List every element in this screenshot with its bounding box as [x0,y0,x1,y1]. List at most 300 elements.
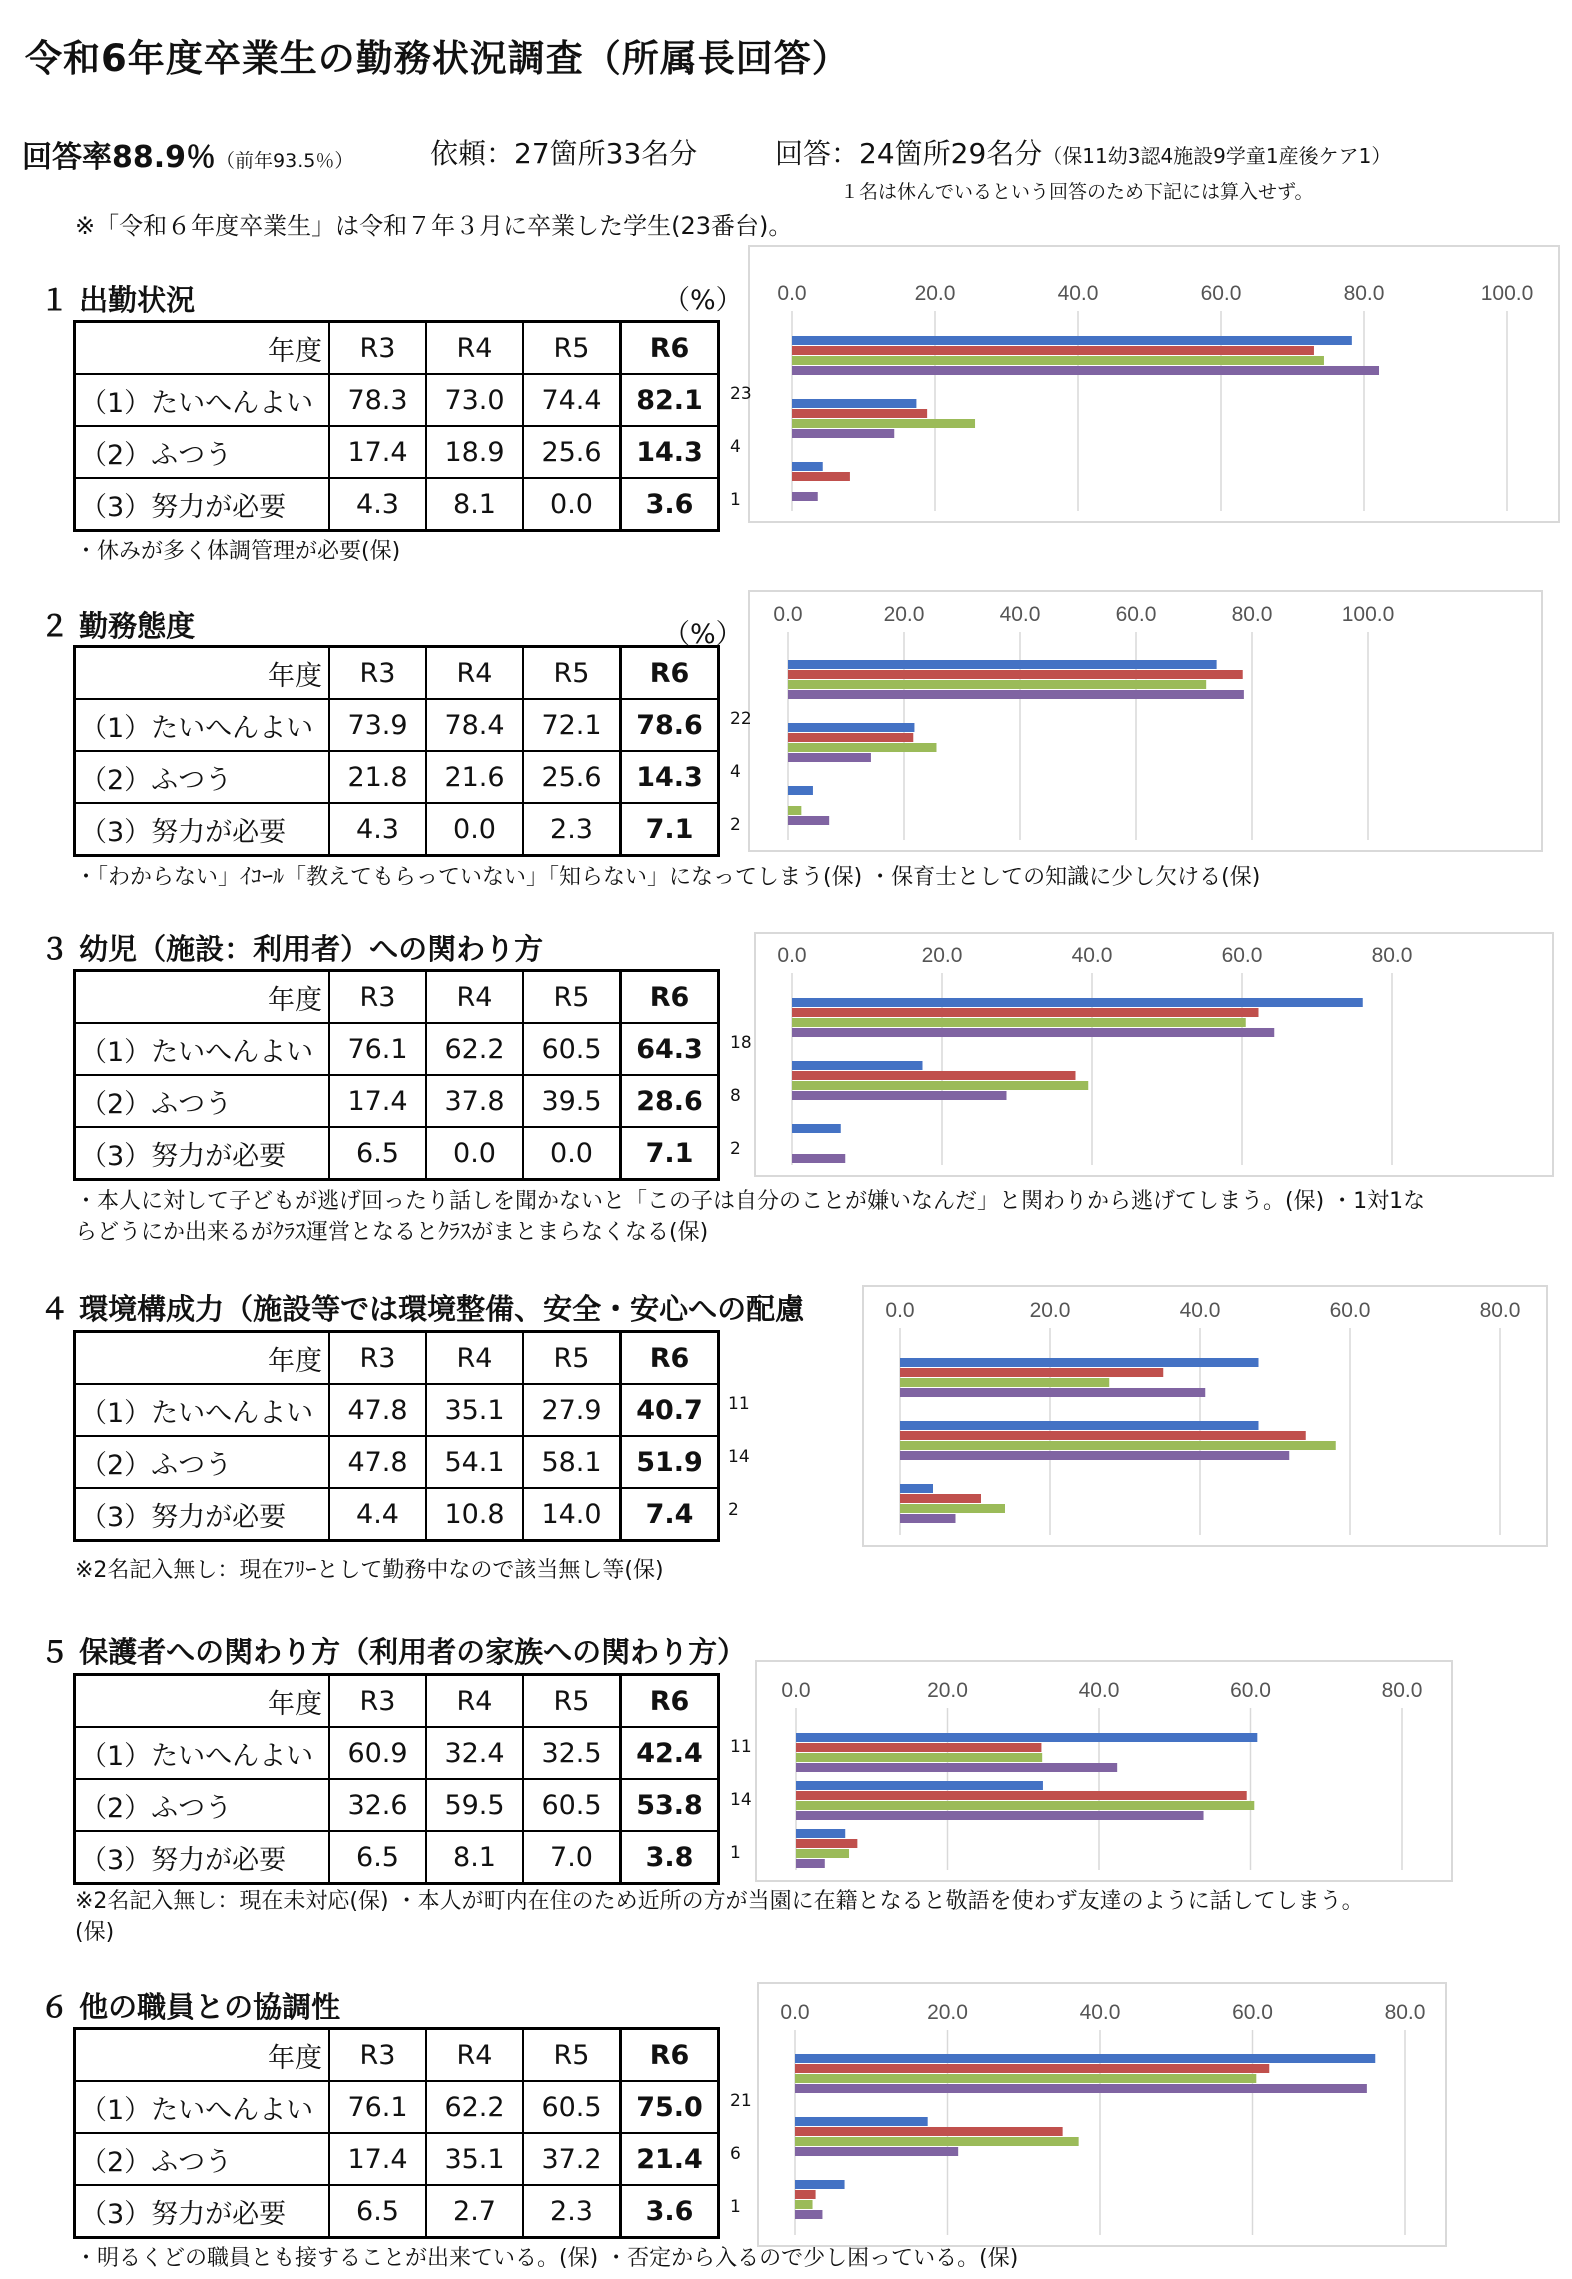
section-comment: ※2名記入無し：現在ﾌﾘｰとして勤務中なので該当無し等(保) [75,1558,664,1583]
header-r6: R6 [621,1332,719,1385]
header-year: 年度 [75,1675,330,1728]
header-r4: R4 [426,2029,523,2082]
bar-r6-cat3 [796,1859,825,1868]
cell-r4: 8.1 [426,1831,523,1884]
cell-r6: 21.4 [621,2133,719,2185]
cell-r3: 60.9 [329,1727,426,1779]
response-count: 11 [728,1394,750,1414]
bar-r5-cat1 [900,1378,1109,1387]
header-r4: R4 [426,1675,523,1728]
axis-tick-label: 0.0 [780,2001,810,2024]
cell-r4: 35.1 [426,2133,523,2185]
table-header-row [75,2029,719,2082]
axis-tick-label: 80.0 [1231,603,1273,626]
header-r6: R6 [621,322,719,375]
response-count: 6 [730,2144,741,2164]
axis-tick-label: 0.0 [781,1679,811,1702]
cell-r5: 37.2 [523,2133,621,2185]
bar-r3-cat1 [795,2054,1375,2063]
cell-r6: 3.8 [621,1831,719,1884]
cell-r5: 32.5 [523,1727,621,1779]
cell-r5: 0.0 [523,478,621,531]
response-count: 14 [730,1790,752,1810]
row-label: （2）ふつう [75,426,330,478]
cell-r3: 17.4 [329,1075,426,1127]
bar-r5-cat3 [788,806,801,815]
cell-r4: 18.9 [426,426,523,478]
response-count: 8 [730,1086,741,1106]
table-row [75,1023,719,1075]
header-r3: R3 [329,971,426,1024]
bar-chart [748,245,1560,523]
row-label: （1）たいへんよい [75,1023,330,1075]
bar-r6-cat3 [788,816,829,825]
bar-r5-cat1 [792,1018,1246,1027]
cell-r3: 32.6 [329,1779,426,1831]
bar-r5-cat3 [900,1504,1005,1513]
cell-r5: 25.6 [523,751,621,803]
cell-r5: 14.0 [523,1488,621,1541]
chart-frame [755,933,1553,1176]
request-count: 依頼：27箇所33名分 [430,137,698,170]
header-r3: R3 [329,1332,426,1385]
answer-detail: （保11幼3認4施設9学童1産後ケア1） [1042,144,1392,168]
cell-r5: 27.9 [523,1384,621,1436]
row-label: （2）ふつう [75,751,330,803]
bar-r5-cat3 [796,1849,849,1858]
section-comment: ・「わからない」ｲｺｰﾙ「教えてもらっていない」「知らない」になってしまう(保) ・保育士としての知識に少し欠ける(保) [75,865,1261,890]
axis-tick-label: 60.0 [1221,944,1263,967]
bar-r4-cat1 [792,1008,1259,1017]
page-title: 令和6年度卒業生の勤務状況調査（所属長回答） [25,37,850,80]
axis-tick-label: 40.0 [999,603,1041,626]
cell-r5: 0.0 [523,1127,621,1180]
axis-tick-label: 40.0 [1179,1299,1221,1322]
bar-r6-cat3 [900,1514,956,1523]
bar-r4-cat2 [792,1071,1076,1080]
percent-unit-label: （%） [663,619,743,650]
section-comment: ・休みが多く体調管理が必要(保) [75,539,401,564]
cell-r6: 7.1 [621,1127,719,1180]
table-header-row [75,971,719,1024]
section-title: ４ 環境構成力（施設等では環境整備、安全・安心への配慮 [40,1292,805,1326]
bar-r4-cat1 [795,2064,1269,2073]
table-row [75,1127,719,1180]
axis-tick-label: 40.0 [1071,944,1113,967]
bar-r6-cat1 [796,1763,1117,1772]
bar-r3-cat3 [788,786,813,795]
header-r3: R3 [329,1675,426,1728]
table-header-row [75,322,719,375]
header-year: 年度 [75,322,330,375]
cell-r4: 21.6 [426,751,523,803]
axis-tick-label: 80.0 [1343,282,1385,305]
bar-r4-cat2 [795,2127,1063,2136]
row-label: （2）ふつう [75,1779,330,1831]
response-count: 1 [730,490,741,510]
row-label: （1）たいへんよい [75,1384,330,1436]
axis-tick-label: 0.0 [777,944,807,967]
bar-r3-cat3 [792,462,823,471]
axis-tick-label: 60.0 [1115,603,1157,626]
axis-tick-label: 40.0 [1078,1679,1120,1702]
cell-r6: 3.6 [621,478,719,531]
cell-r4: 35.1 [426,1384,523,1436]
bar-r3-cat3 [900,1484,933,1493]
response-count: 2 [730,1139,741,1159]
bar-r3-cat1 [796,1733,1257,1742]
cell-r5: 2.3 [523,803,621,856]
row-label: （1）たいへんよい [75,699,330,751]
header-r5: R5 [523,1675,621,1728]
axis-tick-label: 0.0 [777,282,807,305]
header-r6: R6 [621,1675,719,1728]
section-title: ６ 他の職員との協調性 [40,1990,341,2024]
bar-r5-cat3 [795,2200,813,2209]
response-count: 23 [730,384,752,404]
bar-r3-cat2 [792,1061,923,1070]
bar-r5-cat2 [796,1801,1254,1810]
cell-r5: 2.3 [523,2185,621,2238]
bar-r6-cat1 [792,1028,1274,1037]
bar-r6-cat3 [792,492,818,501]
cell-r6: 78.6 [621,699,719,751]
results-table [73,320,720,532]
header-r5: R5 [523,2029,621,2082]
response-count: 1 [730,1843,741,1863]
axis-tick-label: 40.0 [1079,2001,1121,2024]
cell-r5: 60.5 [523,1779,621,1831]
section-title: １ 出勤状況 [40,283,196,317]
header-r4: R4 [426,322,523,375]
response-count: 21 [730,2091,752,2111]
cell-r3: 73.9 [329,699,426,751]
cell-r6: 7.1 [621,803,719,856]
axis-tick-label: 20.0 [927,1679,968,1702]
bar-r6-cat1 [788,690,1244,699]
response-count: 22 [730,709,752,729]
cell-r3: 6.5 [329,1127,426,1180]
cell-r5: 60.5 [523,2081,621,2133]
bar-r5-cat1 [792,356,1324,365]
bar-r6-cat2 [792,1091,1007,1100]
header-year: 年度 [75,647,330,700]
table-row [75,2133,719,2185]
table-header-row [75,1675,719,1728]
bar-r3-cat2 [788,723,914,732]
header-r4: R4 [426,647,523,700]
percent-unit-label: （%） [663,285,743,316]
cell-r4: 2.7 [426,2185,523,2238]
axis-tick-label: 0.0 [885,1299,915,1322]
cell-r6: 42.4 [621,1727,719,1779]
table-row [75,1727,719,1779]
cell-r6: 53.8 [621,1779,719,1831]
axis-tick-label: 20.0 [921,944,963,967]
cell-r3: 47.8 [329,1384,426,1436]
bar-r5-cat1 [796,1753,1042,1762]
cell-r6: 82.1 [621,374,719,426]
bar-r3-cat3 [792,1124,841,1133]
bar-r6-cat1 [792,366,1379,375]
table-row [75,2081,719,2133]
answer-count-value: 回答：24箇所29名分 [775,137,1043,170]
response-count: 18 [730,1033,752,1053]
cell-r4: 0.0 [426,1127,523,1180]
cell-r4: 78.4 [426,699,523,751]
chart-frame [749,246,1559,522]
results-table [73,1330,720,1542]
cell-r4: 32.4 [426,1727,523,1779]
bar-r6-cat1 [900,1388,1205,1397]
header-r6: R6 [621,2029,719,2082]
header-r3: R3 [329,2029,426,2082]
response-rate [22,132,353,176]
table-row [75,2185,719,2238]
cell-r5: 60.5 [523,1023,621,1075]
cell-r5: 25.6 [523,426,621,478]
cell-r4: 10.8 [426,1488,523,1541]
cell-r3: 4.4 [329,1488,426,1541]
table-row [75,478,719,531]
cell-r4: 59.5 [426,1779,523,1831]
header-r6: R6 [621,647,719,700]
header-r6: R6 [621,971,719,1024]
results-table [73,1673,720,1885]
bar-chart [754,932,1554,1177]
bar-chart [748,590,1543,852]
cell-r4: 73.0 [426,374,523,426]
section-comment-continued: (保) [75,1920,115,1945]
section-comment: ・明るくどの職員とも接することが出来ている。(保) ・否定から入るので少し困っている。(保) [75,2246,1019,2271]
answer-count [775,132,1391,172]
response-count: 2 [730,815,741,835]
cell-r5: 7.0 [523,1831,621,1884]
cell-r3: 6.5 [329,2185,426,2238]
header-r5: R5 [523,322,621,375]
axis-tick-label: 80.0 [1381,1679,1423,1702]
bar-r3-cat1 [900,1358,1259,1367]
axis-tick-label: 80.0 [1371,944,1413,967]
bar-r3-cat1 [788,660,1217,669]
bar-r3-cat2 [900,1421,1259,1430]
table-row [75,1075,719,1127]
table-row [75,803,719,856]
axis-tick-label: 60.0 [1200,282,1242,305]
header-year: 年度 [75,971,330,1024]
table-header-row [75,1332,719,1385]
section-comment: ・本人に対して子どもが逃げ回ったり話しを聞かないと「この子は自分のことが嫌いなんだ」と関わりから逃げてしまう。(保) ・1対1な [75,1189,1426,1214]
bar-r4-cat1 [900,1368,1163,1377]
cell-r3: 17.4 [329,426,426,478]
table-row [75,699,719,751]
cell-r6: 51.9 [621,1436,719,1488]
section-comment-continued: らどうにか出来るがｸﾗｽ運営となるとｸﾗｽがまとまらなくなる(保) [75,1220,709,1245]
cell-r4: 37.8 [426,1075,523,1127]
results-table [73,969,720,1181]
cell-r6: 14.3 [621,426,719,478]
cell-r5: 58.1 [523,1436,621,1488]
results-table [73,2027,720,2239]
bar-r4-cat3 [792,472,850,481]
bar-r3-cat3 [795,2180,845,2189]
row-label: （2）ふつう [75,2133,330,2185]
row-label: （3）努力が必要 [75,803,330,856]
response-count: 14 [728,1447,750,1467]
row-label: （3）努力が必要 [75,1831,330,1884]
axis-tick-label: 80.0 [1384,2001,1426,2024]
cell-r3: 47.8 [329,1436,426,1488]
bar-r6-cat2 [900,1451,1289,1460]
cell-r4: 8.1 [426,478,523,531]
header-r5: R5 [523,647,621,700]
section-comment: ※2名記入無し：現在未対応(保) ・本人が町内在住のため近所の方が当園に在籍となると敬語を使わず友達のように話してしまう。 [75,1889,1364,1914]
bar-r3-cat2 [795,2117,928,2126]
axis-tick-label: 100.0 [1341,603,1395,626]
row-label: （1）たいへんよい [75,2081,330,2133]
row-label: （3）努力が必要 [75,478,330,531]
row-label: （2）ふつう [75,1075,330,1127]
bar-r5-cat2 [788,743,936,752]
bar-r6-cat3 [795,2210,822,2219]
bar-r4-cat2 [796,1791,1247,1800]
bar-r6-cat2 [796,1811,1204,1820]
axis-tick-label: 20.0 [914,282,956,305]
axis-tick-label: 20.0 [927,2001,968,2024]
cell-r4: 62.2 [426,2081,523,2133]
bar-r4-cat3 [795,2190,816,2199]
cell-r6: 3.6 [621,2185,719,2238]
section-title: ５ 保護者への関わり方（利用者の家族への関わり方） [40,1635,747,1669]
cell-r5: 39.5 [523,1075,621,1127]
bar-chart [757,1982,1447,2247]
bar-r5-cat1 [788,680,1206,689]
bar-r5-cat2 [792,1081,1088,1090]
bar-r4-cat1 [788,670,1243,679]
header-r3: R3 [329,322,426,375]
cell-r6: 64.3 [621,1023,719,1075]
results-table [73,645,720,857]
header-r4: R4 [426,1332,523,1385]
row-label: （3）努力が必要 [75,1488,330,1541]
cell-r3: 4.3 [329,478,426,531]
cell-r6: 40.7 [621,1384,719,1436]
header-r5: R5 [523,971,621,1024]
bar-r4-cat2 [792,409,927,418]
cell-r3: 6.5 [329,1831,426,1884]
cell-r3: 76.1 [329,1023,426,1075]
row-label: （1）たいへんよい [75,1727,330,1779]
bar-r5-cat2 [795,2137,1079,2146]
cell-r3: 17.4 [329,2133,426,2185]
bar-r4-cat1 [792,346,1314,355]
cell-r4: 62.2 [426,1023,523,1075]
bar-r3-cat1 [792,336,1352,345]
bar-r3-cat3 [796,1829,845,1838]
table-row [75,1488,719,1541]
cell-r4: 0.0 [426,803,523,856]
axis-tick-label: 100.0 [1480,282,1534,305]
bar-r6-cat1 [795,2084,1367,2093]
axis-tick-label: 20.0 [883,603,925,626]
cell-r6: 75.0 [621,2081,719,2133]
bar-r6-cat3 [792,1154,845,1163]
chart-frame [749,591,1542,851]
bar-r4-cat2 [900,1431,1306,1440]
cell-r3: 21.8 [329,751,426,803]
cell-r3: 78.3 [329,374,426,426]
cell-r4: 54.1 [426,1436,523,1488]
bar-r4-cat3 [796,1839,857,1848]
cell-r6: 28.6 [621,1075,719,1127]
bar-r4-cat3 [900,1494,981,1503]
response-rate-value: 回答率88.9％ [22,140,217,175]
answer-note: １名は休んでいるという回答のため下記には算入せず。 [840,181,1314,203]
bar-r3-cat2 [796,1781,1043,1790]
response-count: 4 [730,437,741,457]
row-label: （2）ふつう [75,1436,330,1488]
table-row [75,1779,719,1831]
response-count: 4 [730,762,741,782]
cell-r3: 76.1 [329,2081,426,2133]
cell-r5: 72.1 [523,699,621,751]
table-row [75,426,719,478]
row-label: （3）努力が必要 [75,2185,330,2238]
table-row [75,1831,719,1884]
header-year: 年度 [75,2029,330,2082]
section-title: ２ 勤務態度 [40,609,196,643]
bar-chart [755,1660,1453,1882]
bar-r5-cat2 [900,1441,1336,1450]
bar-r5-cat1 [795,2074,1256,2083]
header-r3: R3 [329,647,426,700]
cell-r5: 74.4 [523,374,621,426]
bar-r3-cat1 [792,998,1363,1007]
bar-chart [862,1285,1548,1547]
response-count: 2 [728,1500,739,1520]
graduate-note: ※「令和６年度卒業生」は令和７年３月に卒業した学生(23番台)。 [75,212,793,240]
response-count: 1 [730,2197,741,2217]
axis-tick-label: 0.0 [773,603,803,626]
axis-tick-label: 40.0 [1057,282,1099,305]
table-header-row [75,647,719,700]
bar-r6-cat2 [792,429,894,438]
header-year: 年度 [75,1332,330,1385]
section-title: ３ 幼児（施設：利用者）への関わり方 [40,932,544,966]
response-count: 11 [730,1737,752,1757]
header-r4: R4 [426,971,523,1024]
row-label: （1）たいへんよい [75,374,330,426]
table-row [75,1384,719,1436]
cell-r6: 14.3 [621,751,719,803]
axis-tick-label: 80.0 [1479,1299,1521,1322]
axis-tick-label: 60.0 [1329,1299,1371,1322]
axis-tick-label: 60.0 [1232,2001,1273,2024]
cell-r3: 4.3 [329,803,426,856]
bar-r6-cat2 [788,753,871,762]
cell-r6: 7.4 [621,1488,719,1541]
row-label: （3）努力が必要 [75,1127,330,1180]
bar-r4-cat1 [796,1743,1041,1752]
axis-tick-label: 20.0 [1029,1299,1071,1322]
table-row [75,1436,719,1488]
axis-tick-label: 60.0 [1230,1679,1271,1702]
table-row [75,751,719,803]
bar-r3-cat2 [792,399,916,408]
table-row [75,374,719,426]
bar-r4-cat2 [788,733,913,742]
bar-r5-cat2 [792,419,975,428]
